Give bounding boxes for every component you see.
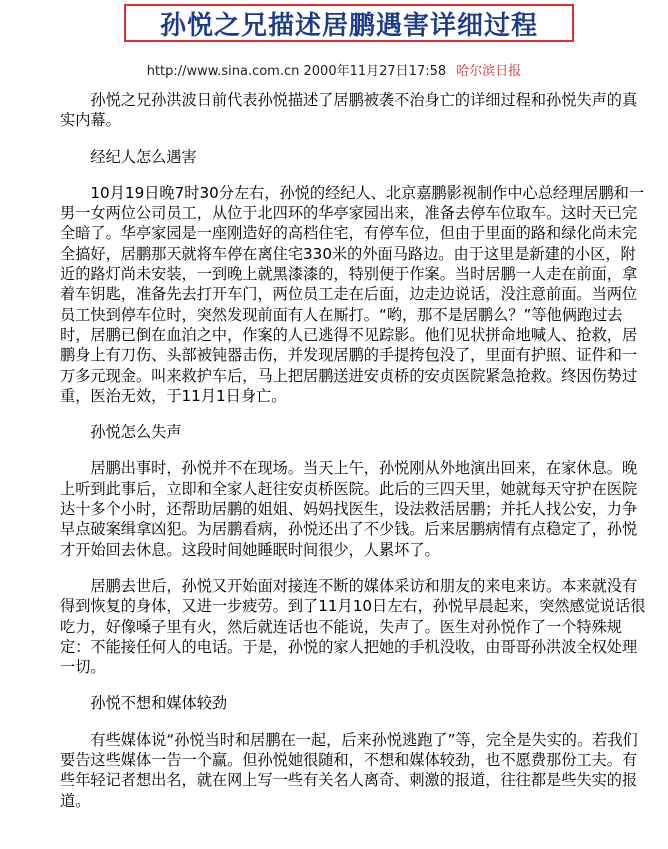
title-box	[124, 4, 574, 42]
article-date: 2000年11月27日17:58	[303, 64, 447, 79]
section-heading-media: 孙悦不想和媒体较劲	[90, 694, 228, 713]
paragraph: 居鹏出事时，孙悦并不在现场。当天上午，孙悦刚从外地演出回来，在家休息。晚上听到此事后，立即和全家人赶往安贞桥医院。此后的三四天里，她就每天守护在医院达十多个小时，还帮助居鹏的姐姐、妈妈找医生，设法救活居鹏；并托人找公安，力争早点破案缉拿凶犯。为居鹏看病，孙悦还出了不少钱。后来居鹏病情有点稳定了，孙悦才开始回去休息。这段时间她睡眠时间很少，人累坏了。	[60, 459, 638, 559]
article-url[interactable]: http://www.sina.com.cn	[146, 64, 300, 79]
intro-paragraph: 孙悦之兄孙洪波日前代表孙悦描述了居鹏被袭不治身亡的详细过程和孙悦失声的真实内幕。	[60, 91, 638, 130]
section-heading-voice-loss: 孙悦怎么失声	[90, 423, 182, 442]
paragraph: 有些媒体说“孙悦当时和居鹏在一起，后来孙悦逃跑了”等，完全是失实的。若我们要告这些媒体一告一个赢。但孙悦她很随和，不想和媒体较劲，也不愿费那份工夫。有些年轻记者想出名，就在网上写一些有关名人离奇、刺激的报道，往往都是些失实的报道。	[60, 730, 638, 810]
article-title: 孙悦之兄描述居鹏遇害详细过程	[159, 10, 538, 41]
article-source[interactable]: 哈尔滨日报	[456, 64, 522, 79]
article-meta	[0, 60, 668, 79]
paragraph: 居鹏去世后，孙悦又开始面对接连不断的媒体采访和朋友的来电来访。本来就没有得到恢复的身体，又进一步疲劳。到了11月10日左右，孙悦早晨起来，突然感觉说话很吃力，好像嗓子里有火，然后就连话也不能说，失声了。医生对孙悦作了一个特殊规定：不能接任何人的电话。于是，孙悦的家人把她的手机没收，由哥哥孙洪波全权处理一切。	[60, 576, 646, 677]
article-body	[60, 90, 650, 827]
paragraph: 10月19日晚7时30分左右，孙悦的经纪人、北京嘉鹏影视制作中心总经理居鹏和一男一女两位公司员工，从位于北四环的华亭家园出来，准备去停车位取车。这时天已完全暗了。华亭家园是一座刚造好的高档住宅，有停车位，但由于里面的路和绿化尚未完全搞好，居鹏那天就将车停在离住宅330米的外面马路边。由于这里是新建的小区，附近的路灯尚未安装，一到晚上就黑漆漆的，特别便于作案。当时居鹏一人走在前面，拿着车钥匙，准备先去打开车门，两位员工走在后面，边走边说话，没注意前面。当两位员工快到停车位时，突然发现前面有人在厮打。“哟，那不是居鹏么？”等他俩跑过去时，居鹏已倒在血泊之中，作案的人已逃得不见踪影。他们见状拼命地喊人、抢救，居鹏身上有刀伤、头部被钝器击伤，并发现居鹏的手提挎包没了，里面有护照、证件和一万多元现金。叫来救护车后，马上把居鹏送进安贞桥的安贞医院紧急抢救。终因伤势过重，医治无效，于11月1日身亡。	[60, 183, 645, 405]
section-heading-agent: 经纪人怎么遇害	[90, 147, 197, 166]
